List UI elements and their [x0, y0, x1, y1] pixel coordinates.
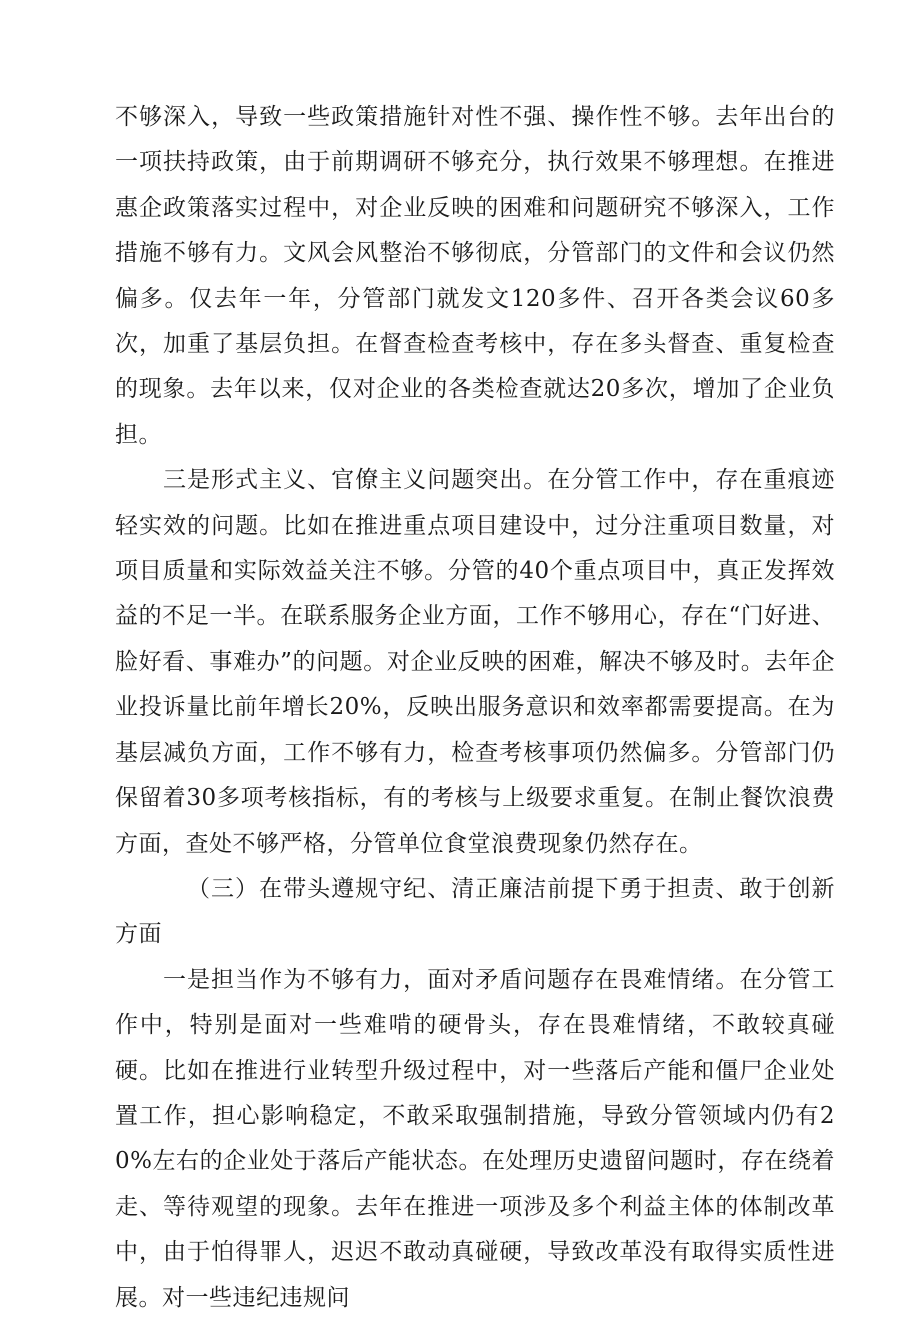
- paragraph-responsibility-issues: 一是担当作为不够有力，面对矛盾问题存在畏难情绪。在分管工作中，特别是面对一些难啃的硬骨头，存在畏难情绪，不敢较真碰硬。比如在推进行业转型升级过程中，对一些落后产能和僵尸企业处置工作，担心影响稳定，不敢采取强制措施，导致分管领域内仍有20%左右的企业处于落后产能状态。在处理历史遗留问题时，存在绕着走、等待观望的现象。去年在推进一项涉及多个利益主体的体制改革中，由于怕得罪人，迟迟不敢动真碰硬，导致改革没有取得实质性进展。对一些违纪违规问: [115, 966, 835, 1311]
- document-body: [115, 95, 835, 1321]
- section-heading: （三）在带头遵规守纪、清正廉洁前提下勇于担责、敢于创新方面: [115, 875, 835, 948]
- paragraph-formalism-issues: 三是形式主义、官僚主义问题突出。在分管工作中，存在重痕迹轻实效的问题。比如在推进重点项目建设中，过分注重项目数量，对项目质量和实际效益关注不够。分管的40个重点项目中，真正发挥效益的不足一半。在联系服务企业方面，工作不够用心，存在“门好进、脸好看、事难办”的问题。对企业反映的困难，解决不够及时。去年企业投诉量比前年增长20%，反映出服务意识和效率都需要提高。在为基层减负方面，工作不够有力，检查考核事项仍然偏多。分管部门仍保留着30多项考核指标，有的考核与上级要求重复。在制止餐饮浪费方面，查处不够严格，分管单位食堂浪费现象仍然存在。: [115, 467, 835, 857]
- paragraph-continued: 不够深入，导致一些政策措施针对性不强、操作性不够。去年出台的一项扶持政策，由于前期调研不够充分，执行效果不够理想。在推进惠企政策落实过程中，对企业反映的困难和问题研究不够深入，工作措施不够有力。文风会风整治不够彻底，分管部门的文件和会议仍然偏多。仅去年一年，分管部门就发文120多件、召开各类会议60多次，加重了基层负担。在督查检查考核中，存在多头督查、重复检查的现象。去年以来，仅对企业的各类检查就达20多次，增加了企业负担。: [115, 104, 835, 448]
